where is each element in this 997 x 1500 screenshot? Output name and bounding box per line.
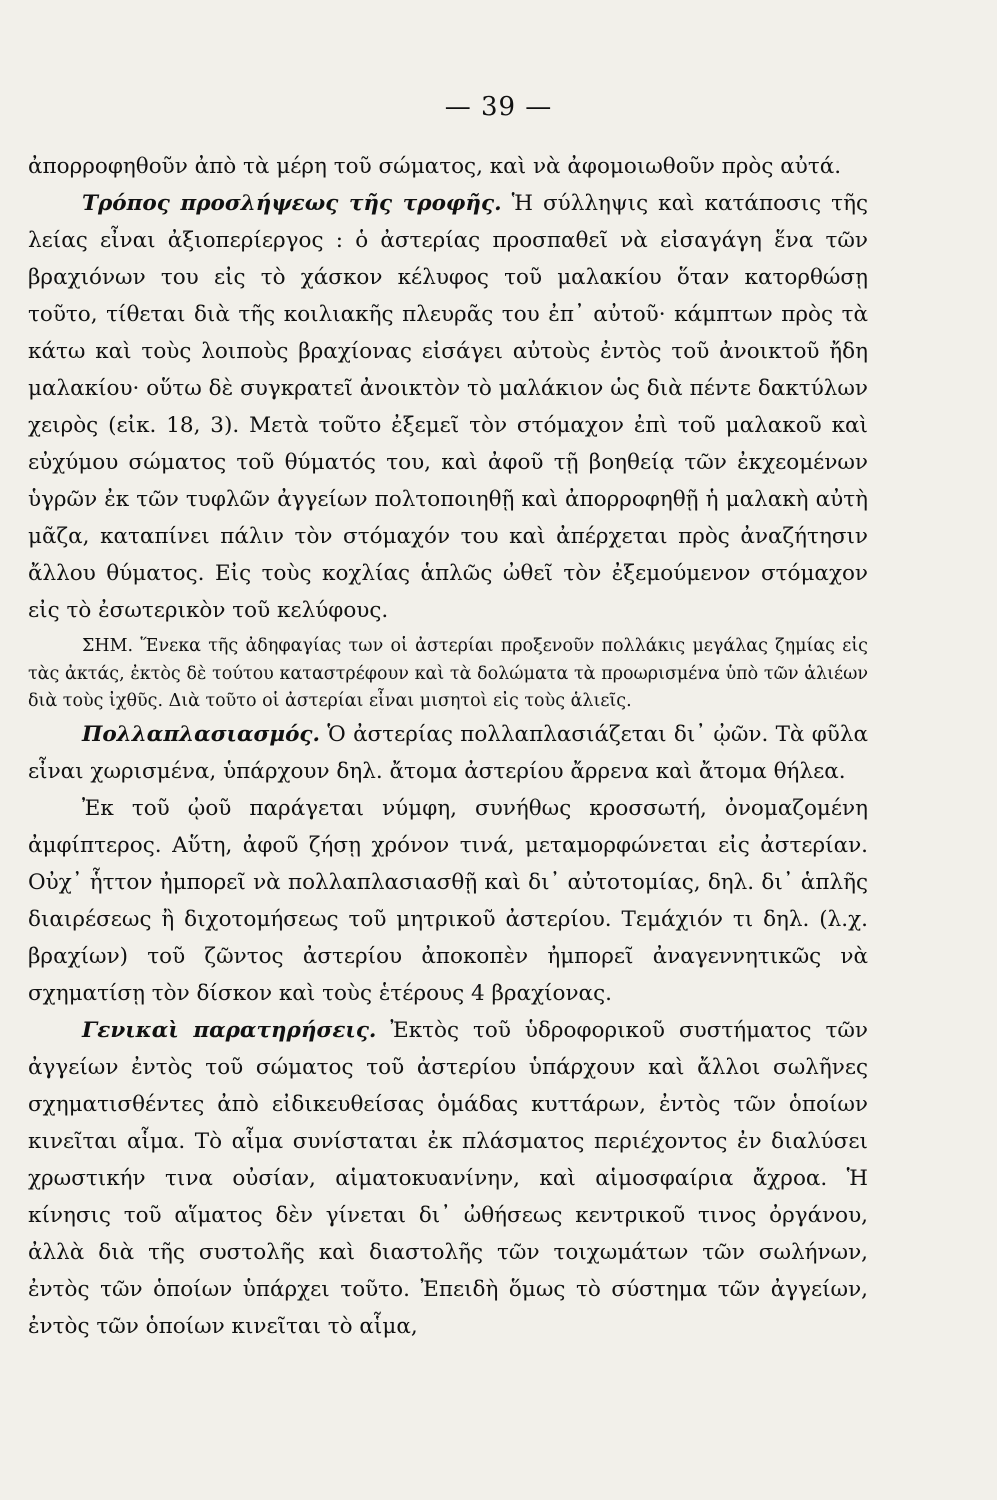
paragraph-general-remarks-text: Ἐκτὸς τοῦ ὑδροφορικοῦ συστήματος τῶν ἀγγείων ἐντὸς τοῦ σώματος τοῦ ἀστερίου ὑπάρχουν καὶ ἄλλοι σωλῆνες σχηματισθέντες ἀπὸ εἰδικευθείσας ὁμάδας κυττάρων, ἐντὸς τῶν ὁποίων κινεῖται αἷμα. Τὸ αἷμα συνίσταται ἐκ πλάσματος περιέχοντος ἐν διαλύσει χρωστικήν τινα οὐσίαν, αἱματοκυανίνην, καὶ αἱμοσφαίρια ἄχροα. Ἡ κίνησις τοῦ αἵματος δὲν γίνεται δι᾽ ὠθήσεως κεντρικοῦ τινος ὀργάνου, ἀλλὰ διὰ τῆς συστολῆς καὶ διαστολῆς τῶν τοιχωμάτων τῶν σωλήνων, ἐντὸς τῶν ὁποίων ὑπάρχει τοῦτο. Ἐπειδὴ ὅμως τὸ σύστημα τῶν ἀγγείων, ἐντὸς τῶν ὁποίων κινεῖται τὸ αἷμα, — [28, 1017, 869, 1339]
section-heading-reproduction: Πολλαπλασιασμός. — [82, 721, 321, 747]
paragraph-general-remarks — [28, 1012, 868, 1345]
paragraph-reproduction — [28, 716, 868, 790]
footnote-remark: ΣΗΜ. Ἕνεκα τῆς ἀδηφαγίας των οἱ ἀστερίαι προξενοῦν πολλάκις μεγάλας ζημίας εἰς τὰς ἀκτάς, ἐκτὸς δὲ τούτου καταστρέφουν καὶ τὰ δολώματα τὰ προωρισμένα ὑπὸ τῶν ἁλιέων διὰ τοὺς ἰχθῦς. Διὰ τοῦτο οἱ ἀστερίαι εἶναι μισητοὶ εἰς τοὺς ἁλιεῖς. — [28, 636, 868, 711]
paragraph-continuation: ἀπορροφηθοῦν ἀπὸ τὰ μέρη τοῦ σώματος, καὶ νὰ ἀφομοιωθοῦν πρὸς αὐτά. — [28, 154, 842, 179]
section-heading-general-remarks: Γενικαὶ παρατηρήσεις. — [82, 1017, 377, 1043]
paragraph-larva: Ἐκ τοῦ ᾠοῦ παράγεται νύμφη, συνήθως κροσσωτή, ὀνομαζομένη ἀμφίπτερος. Αὕτη, ἀφοῦ ζήσῃ χρόνον τινά, μεταμορφώνεται εἰς ἀστερίαν. Οὐχ᾽ ἧττον ἠμπορεῖ νὰ πολλαπλασιασθῇ καὶ δι᾽ αὐτοτομίας, δηλ. δι᾽ ἁπλῆς διαιρέσεως ἢ διχοτομήσεως τοῦ μητρικοῦ ἀστερίου. Τεμάχιόν τι δηλ. (λ.χ. βραχίων) τοῦ ζῶντος ἀστερίου ἀποκοπὲν ἠμπορεῖ ἀναγεννητικῶς νὰ σχηματίσῃ τὸν δίσκον καὶ τοὺς ἑτέρους 4 βραχίονας. — [28, 795, 868, 1006]
paragraph-reproduction-text: Ὁ ἀστερίας πολλαπλασιάζεται δι᾽ ᾠῶν. Τὰ φῦλα εἶναι χωρισμένα, ὑπάρχουν δηλ. ἄτομα ἀστερίου ἄρρενα καὶ ἄτομα θήλεα. — [28, 721, 868, 784]
section-heading-food-intake: Τρόπος προσλήψεως τῆς τροφῆς. — [82, 191, 502, 216]
paragraph-food-intake — [28, 185, 868, 629]
body-text — [28, 148, 868, 1345]
paragraph-food-intake-text: Ἡ σύλληψις καὶ κατάποσις τῆς λείας εἶναι ἀξιοπερίεργος : ὁ ἀστερίας προσπαθεῖ νὰ εἰσαγάγη ἕνα τῶν βραχιόνων του εἰς τὸ χάσκον κέλυφος τοῦ μαλακίου ὅταν κατορθώσῃ τοῦτο, τίθεται διὰ τῆς κοιλιακῆς πλευρᾶς του ἐπ᾽ αὐτοῦ· κάμπτων πρὸς τὰ κάτω καὶ τοὺς λοιποὺς βραχίονας εἰσάγει αὐτοὺς ἐντὸς τοῦ ἀνοικτοῦ ἤδη μαλακίου· οὕτω δὲ συγκρατεῖ ἀνοικτὸν τὸ μαλάκιον ὡς διὰ πέντε δακτύλων χειρὸς (εἰκ. 18, 3). Μετὰ τοῦτο ἐξεμεῖ τὸν στόμαχον ἐπὶ τοῦ μαλακοῦ καὶ εὐχύμου σώματος τοῦ θύματός του, καὶ ἀφοῦ τῇ βοηθείᾳ τῶν ἐκχεομένων ὑγρῶν ἐκ τῶν τυφλῶν ἀγγείων πολτοποιηθῇ καὶ ἀπορροφηθῇ ἡ μαλακὴ αὐτὴ μᾶζα, καταπίνει πάλιν τὸν στόμαχόν του καὶ ἀπέρχεται πρὸς ἀναζήτησιν ἄλλου θύματος. Εἰς τοὺς κοχλίας ἁπλῶς ὠθεῖ τὸν ἐξεμούμενον στόμαχον εἰς τὸ ἐσωτερικὸν τοῦ κελύφους. — [28, 191, 868, 623]
page-number: — 39 — — [444, 92, 553, 122]
